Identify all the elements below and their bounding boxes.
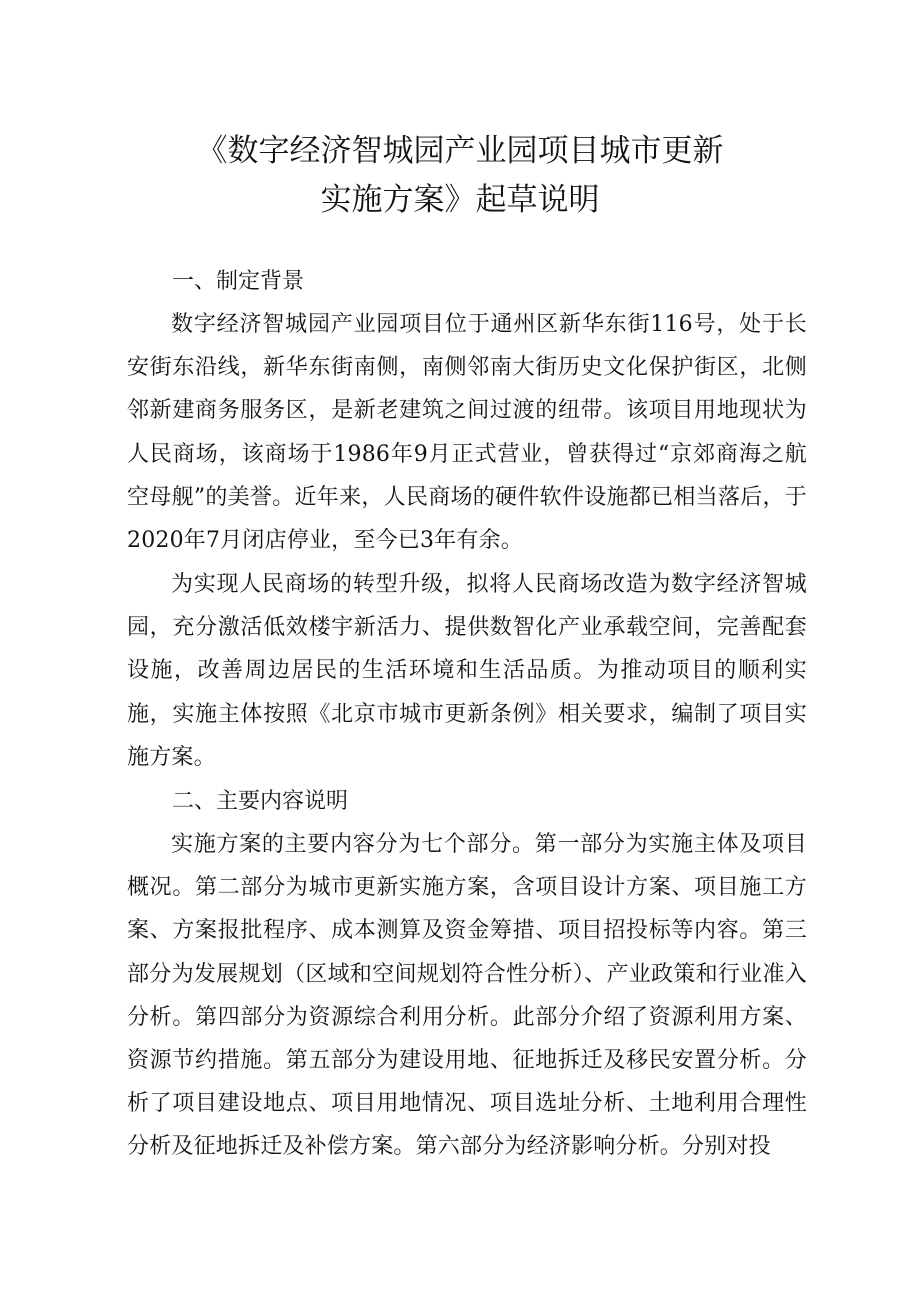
section-heading-main-content: 二、主要内容说明 [172, 789, 349, 814]
paragraph-background-1: 数字经济智城园产业园项目位于通州区新华东街116号，处于长安街东沿线，新华东街南侧，南侧邻南大街历史文化保护街区，北侧邻新建商务服务区，是新老建筑之间过渡的纽带。该项目用地现状为人民商场，该商场于1986年9月正式营业，曾获得过“京郊商海之航空母舰”的美誉。近年来，人民商场的硬件软件设施都已相当落后，于2020年7月闭店停业，至今已3年有余。 [127, 312, 807, 554]
document-title-line-2: 实施方案》起草说明 [320, 182, 600, 218]
document-title-line-1: 《数字经济智城园产业园项目城市更新 [196, 133, 724, 169]
section-heading-background: 一、制定背景 [172, 269, 305, 294]
paragraph-background-2: 为实现人民商场的转型升级，拟将人民商场改造为数字经济智城园，充分激活低效楼宇新活力、提供数智化产业承载空间，完善配套设施，改善周边居民的生活环境和生活品质。为推动项目的顺利实施，实施主体按照《北京市城市更新条例》相关要求，编制了项目实施方案。 [127, 572, 807, 770]
paragraph-main-content-1: 实施方案的主要内容分为七个部分。第一部分为实施主体及项目概况。第二部分为城市更新实施方案，含项目设计方案、项目施工方案、方案报批程序、成本测算及资金筹措、项目招投标等内容。第三部分为发展规划（区域和空间规划符合性分析）、产业政策和行业准入分析。第四部分为资源综合利用分析。此部分介绍了资源利用方案、资源节约措施。第五部分为建设用地、征地拆迁及移民安置分析。分析了项目建设地点、项目用地情况、项目选址分析、土地利用合理性分析及征地拆迁及补偿方案。第六部分为经济影响分析。分别对投 [127, 832, 807, 1160]
